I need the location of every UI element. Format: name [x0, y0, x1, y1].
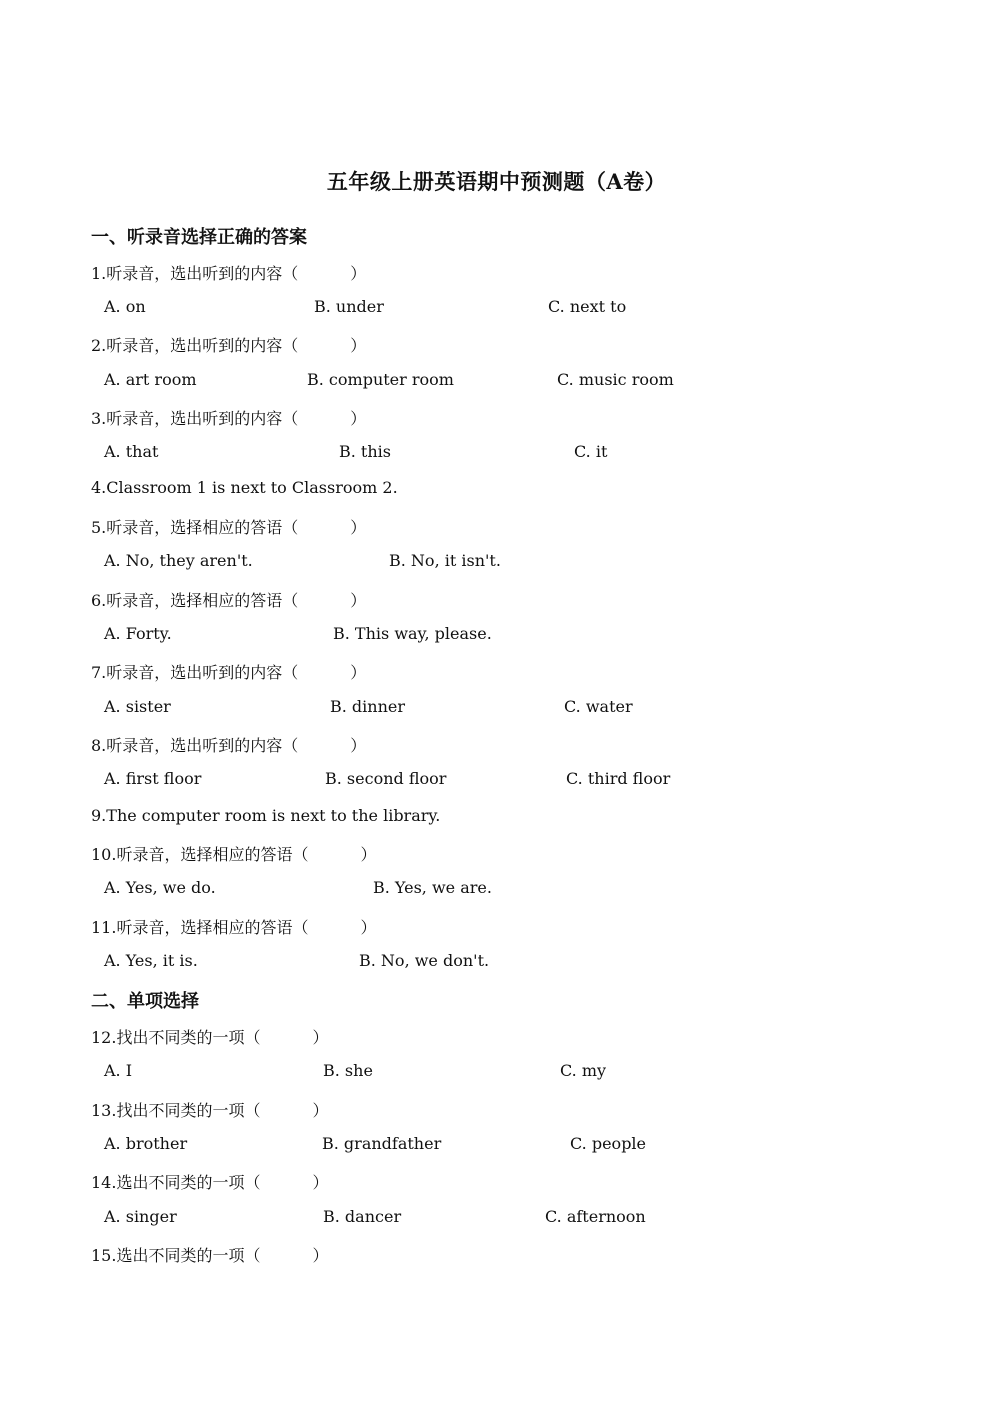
option-c: C. people: [570, 1134, 647, 1153]
option-b: B. under: [314, 297, 384, 316]
option-a: A. that: [104, 442, 159, 461]
option-c: C. music room: [557, 370, 674, 389]
option-a: A. Yes, we do.: [104, 878, 216, 897]
option-a: A. art room: [104, 370, 197, 389]
question-11: [91, 915, 376, 938]
question-stem: 8.听录音，选出听到的内容（: [91, 736, 299, 755]
question-stem: 7.听录音，选出听到的内容（: [91, 663, 299, 682]
question-9: 9.The computer room is next to the library.: [91, 806, 441, 825]
question-4: 4.Classroom 1 is next to Classroom 2.: [91, 478, 398, 497]
option-a: A. Forty.: [104, 624, 172, 643]
question-stem: 3.听录音，选出听到的内容（: [91, 409, 299, 428]
answer-paren-close: ）: [350, 591, 367, 610]
question-stem: 15.选出不同类的一项（: [91, 1246, 261, 1265]
question-8: [91, 733, 366, 756]
question-15: [91, 1243, 328, 1266]
question-stem: 1.听录音，选出听到的内容（: [91, 264, 299, 283]
option-b: B. This way, please.: [333, 624, 492, 643]
question-10: [91, 842, 376, 865]
question-stem: 13.找出不同类的一项（: [91, 1101, 261, 1120]
option-b: B. grandfather: [322, 1134, 442, 1153]
option-a: A. I: [104, 1061, 133, 1080]
option-a: A. on: [104, 297, 146, 316]
page-title: 五年级上册英语期中预测题（A卷）: [326, 169, 667, 194]
answer-paren-close: ）: [350, 518, 367, 537]
option-b: B. she: [323, 1061, 373, 1080]
option-c: C. water: [564, 697, 633, 716]
question-5: [91, 515, 366, 538]
question-stem: 5.听录音，选择相应的答语（: [91, 518, 299, 537]
option-a: A. brother: [104, 1134, 188, 1153]
option-c: C. my: [560, 1061, 607, 1080]
question-stem: 2.听录音，选出听到的内容（: [91, 336, 299, 355]
option-b: B. No, it isn't.: [389, 551, 501, 570]
option-c: C. third floor: [566, 769, 671, 788]
answer-paren-close: ）: [350, 409, 367, 428]
option-b: B. No, we don't.: [359, 951, 490, 970]
question-stem: 10.听录音，选择相应的答语（: [91, 845, 309, 864]
question-2: [91, 333, 366, 356]
option-a: A. singer: [104, 1207, 177, 1226]
option-b: B. dancer: [323, 1207, 402, 1226]
question-7: [91, 660, 366, 683]
answer-paren-close: ）: [312, 1246, 329, 1265]
question-stem: 6.听录音，选择相应的答语（: [91, 591, 299, 610]
answer-paren-close: ）: [312, 1028, 329, 1047]
option-a: A. No, they aren't.: [104, 551, 253, 570]
option-a: A. sister: [104, 697, 171, 716]
option-b: B. dinner: [330, 697, 406, 716]
answer-paren-close: ）: [350, 336, 367, 355]
answer-paren-close: ）: [312, 1101, 329, 1120]
answer-paren-close: ）: [360, 918, 377, 937]
question-stem: 11.听录音，选择相应的答语（: [91, 918, 309, 937]
question-6: [91, 588, 366, 611]
answer-paren-close: ）: [360, 845, 377, 864]
question-14: [91, 1170, 328, 1193]
option-c: C. it: [574, 442, 608, 461]
option-a: A. Yes, it is.: [104, 951, 198, 970]
answer-paren-close: ）: [350, 663, 367, 682]
option-b: B. second floor: [325, 769, 447, 788]
option-b: B. this: [339, 442, 391, 461]
answer-paren-close: ）: [312, 1173, 329, 1192]
option-b: B. computer room: [307, 370, 454, 389]
question-3: [91, 406, 366, 429]
question-1: [91, 261, 366, 284]
answer-paren-close: ）: [350, 264, 367, 283]
section-1-heading: 一、听录音选择正确的答案: [91, 227, 307, 248]
section-2-heading: 二、单项选择: [91, 991, 199, 1012]
question-stem: 14.选出不同类的一项（: [91, 1173, 261, 1192]
question-12: [91, 1025, 328, 1048]
option-a: A. first floor: [104, 769, 202, 788]
option-c: C. afternoon: [545, 1207, 646, 1226]
option-c: C. next to: [548, 297, 627, 316]
question-13: [91, 1098, 328, 1121]
question-stem: 12.找出不同类的一项（: [91, 1028, 261, 1047]
option-b: B. Yes, we are.: [373, 878, 492, 897]
answer-paren-close: ）: [350, 736, 367, 755]
